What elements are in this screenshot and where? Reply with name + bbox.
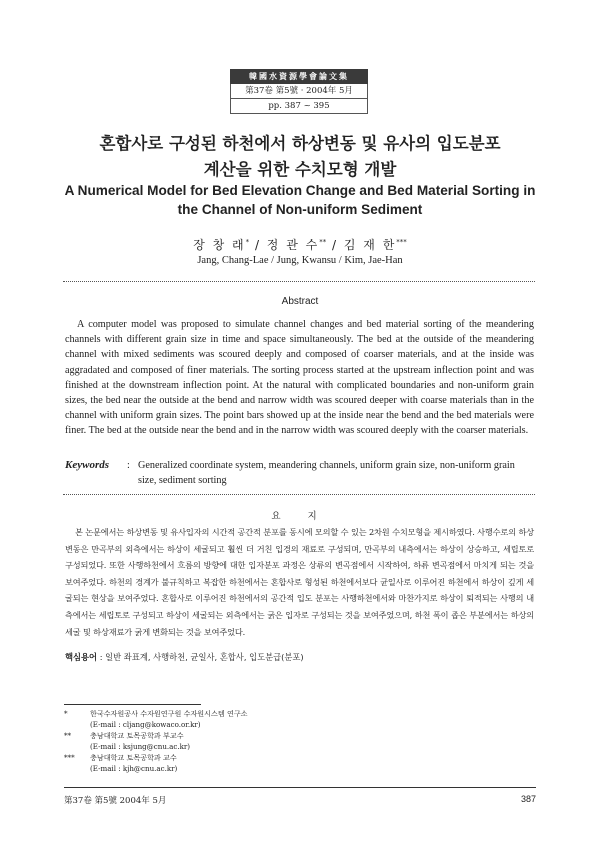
- footnote-rule: [64, 704, 201, 705]
- journal-name: 韓國水資源學會論文集: [230, 69, 368, 84]
- footnote-email: (E-mail : ksjung@cnu.ac.kr): [90, 742, 191, 751]
- korean-keywords: [65, 651, 304, 663]
- title-korean-line-1: 혼합사로 구성된 하천에서 하상변동 및 유사의 입도분포: [99, 134, 501, 153]
- footnote-text: 한국수자원공사 수자원연구원 수자원시스템 연구소: [90, 709, 248, 718]
- footnote-row: [64, 741, 364, 752]
- footnote-row: [64, 730, 364, 741]
- footnote-email: (E-mail : kjh@cnu.ac.kr): [90, 764, 178, 773]
- journal-pages: pp. 387 ~ 395: [230, 99, 368, 114]
- korean-abstract-body: 본 논문에서는 하상변동 및 유사입자의 시간적 공간적 분포를 동시에 모의할 수 있는 2차원 수치모형을 제시하였다. 사행수로의 하상변동은 만곡부의 외측에서는 하상이 세굴되고 훨씬 더 거친 입경의 재료로 구성되며, 만곡부의 내측에서는 하상이 상승하고, 세립토로 구성되었다. 또한 사행하천에서 흐름의 방향에 대한 입자분포 과정은 상류의 변곡점에서 시작하여, 하류 변곡점에서 마치게 되는 것을 보여주었다. 하천의 경계가 불규칙하고 복잡한 하천에서는 혼합사로 형성된 하천에서보다 균일사로 이루어진 하천에서 하상이 깊게 세굴되는 현상을 보여주었다. 혼합사로 이루어진 하천에서의 공간적 입도 분포는 사행하천에서와 마찬가지로 하상이 퇴적되는 사행의 내측에서는 세립토로 구성되고 하상이 세굴되는 외측에서는 굵은 입자로 구성되는 것을 보여주었으며, 하천 폭이 좁은 부분에서는 하상의 세굴 및 하상재료가 굵게 변화되는 것을 보여주었다.: [65, 527, 534, 637]
- dotted-divider-top: [63, 281, 535, 282]
- author-separator: /: [326, 238, 344, 252]
- footnote-mark: **: [64, 731, 72, 740]
- keywords-colon: :: [127, 460, 130, 471]
- footnote-row: [64, 752, 364, 763]
- title-english-line-1: A Numerical Model for Bed Elevation Change and Bed Material Sorting in: [64, 183, 536, 198]
- korean-abstract-heading: 요 지: [271, 511, 329, 522]
- dotted-divider-bottom: [63, 494, 535, 495]
- abstract-body: A computer model was proposed to simulate channel changes and bed material sorting of the meandering channels with different grain size in time and space simultaneously. The bed at the outside of the meandering channel with mixed sediments was scoured deeply and composed of coarser materials, and at the inside was aggradated and composed of finer materials. The sorting process started at the upstream inflection point and was finished at the downstream inflection point. At the natural with complicated boundaries and non-uniform grain sizes, the bed near the outside at the bend and narrow width was scoured deeper with coarse materials than in the channel with uniform grain sizes. The point bars showed up at the inside near the bend and the bed materials were finer. The bed at the outside near the bend and in the narrow width was scoured deeply with the coarser materials.: [65, 319, 534, 437]
- footnotes: [64, 708, 364, 774]
- author-separator: /: [249, 238, 267, 252]
- keywords-label: Keywords: [65, 459, 109, 471]
- author-1-name: 장 창 래: [193, 238, 246, 252]
- footnote-row: [64, 708, 364, 719]
- korean-keywords-label: 핵심용어: [65, 652, 98, 662]
- author-1-mark: *: [245, 238, 250, 246]
- footnote-email: (E-mail : cljang@kowaco.or.kr): [90, 720, 201, 729]
- author-2-name: 정 관 수: [266, 238, 320, 252]
- title-english-line-2: the Channel of Non-uniform Sediment: [177, 202, 423, 217]
- footer-issue: 第37卷 第5號 2004年 5月: [64, 796, 167, 806]
- korean-keywords-list: : 일반 좌표계, 사행하천, 균일사, 혼합사, 입도분급(분포): [97, 652, 304, 662]
- footnote-mark: *: [64, 709, 68, 718]
- title-korean-line-2: 계산을 위한 수치모형 개발: [203, 160, 397, 179]
- keywords-list: Generalized coordinate system, meandering channels, uniform grain size, non-uniform grain size, sediment sorting: [138, 460, 515, 487]
- journal-volume: 第37卷 第5號 · 2004年 5月: [230, 84, 368, 99]
- author-2-mark: **: [319, 238, 327, 246]
- keywords-block: [65, 458, 534, 487]
- page-number: 387: [520, 794, 536, 804]
- journal-info-box: [230, 69, 368, 114]
- abstract-heading: Abstract: [281, 296, 319, 307]
- footnote-mark: ***: [64, 753, 75, 762]
- footnote-text: 충남대학교 토목공학과 부교수: [90, 731, 184, 740]
- footnote-row: [64, 763, 364, 774]
- author-3-mark: ***: [396, 238, 407, 246]
- authors-korean: [0, 236, 600, 253]
- footer-rule: [64, 787, 536, 788]
- footnote-row: [64, 719, 364, 730]
- author-3-name: 김 재 한: [343, 238, 397, 252]
- footnote-text: 충남대학교 토목공학과 교수: [90, 753, 177, 762]
- authors-english: Jang, Chang-Lae / Jung, Kwansu / Kim, Jae-Han: [197, 255, 403, 266]
